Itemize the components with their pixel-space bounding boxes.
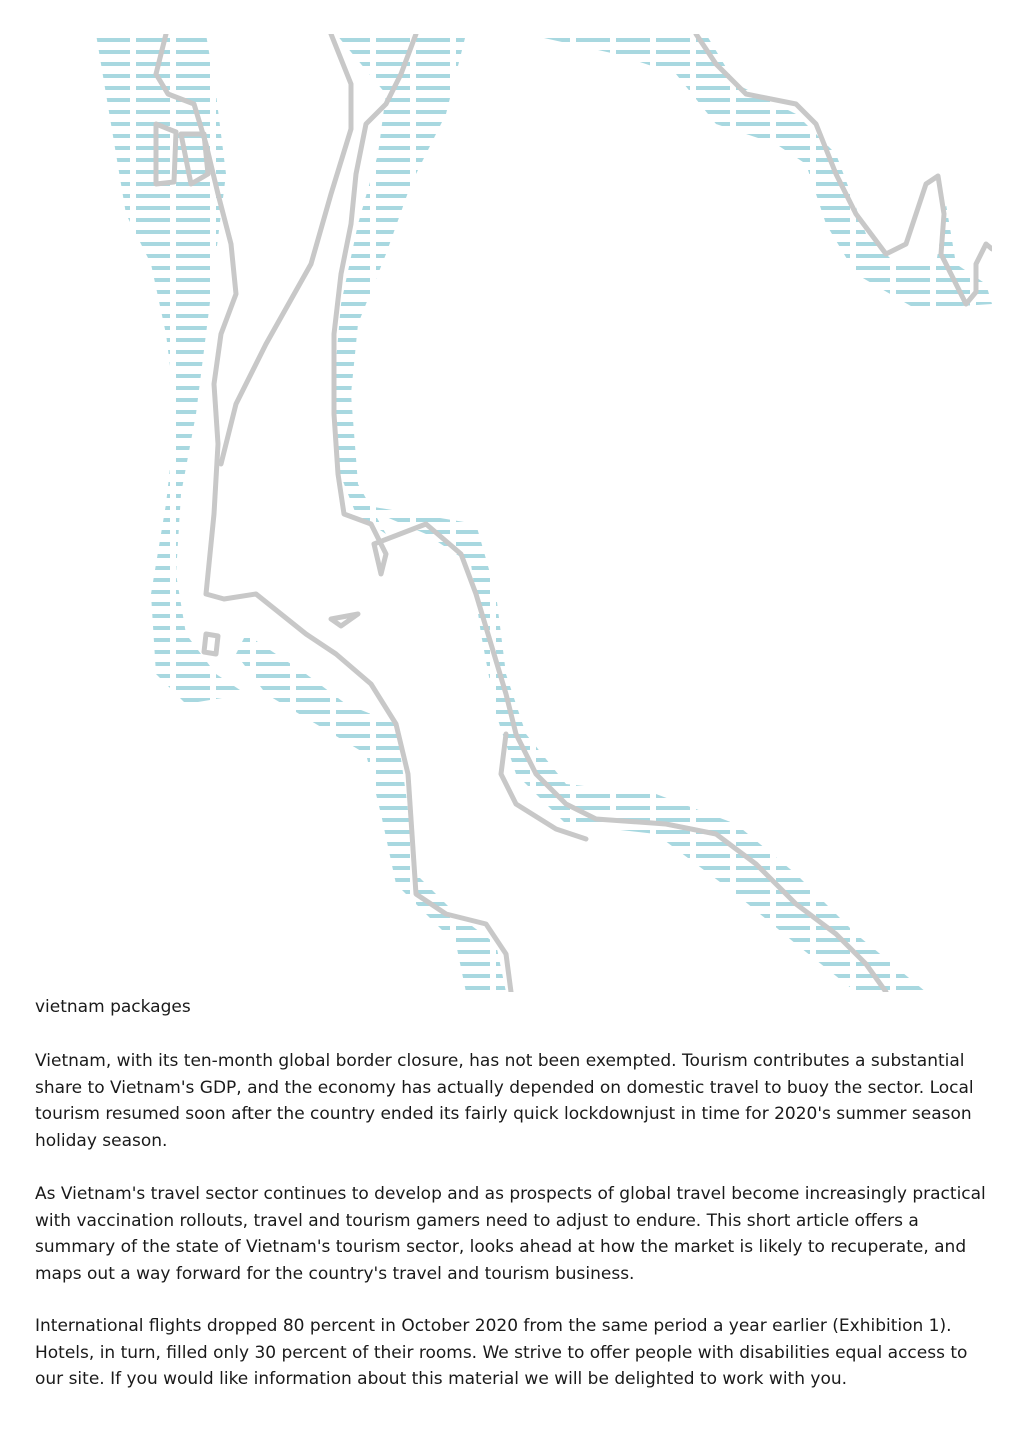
coastline-map-icon [96,34,992,992]
image-caption: vietnam packages [35,997,191,1017]
water-hatching [96,34,992,992]
coastline-outline [156,34,992,992]
coastline-map-image [96,34,992,992]
article-paragraph: Vietnam, with its ten-month global border closure, has not been exempted. Tourism contributes a substantial share to Vietnam's GDP, and the economy has actually depended on domestic travel to buoy the sector. Local tourism resumed soon after the country ended its fairly quick lockdownjust in time for 2020's summer season holiday season. [35,1051,974,1151]
article-paragraph: International flights dropped 80 percent in October 2020 from the same period a year earlier (Exhibition 1). Hotels, in turn, filled only 30 percent of their rooms. We strive to offer people with disabilities equal access to our site. If you would like information about this material we will be delighted to work with you. [35,1316,968,1389]
article-paragraph: As Vietnam's travel sector continues to develop and as prospects of global travel become increasingly practical with vaccination rollouts, travel and tourism gamers need to adjust to endure. This short article offers a summary of the state of Vietnam's tourism sector, looks ahead at how the market is likely to recuperate, and maps out a way forward for the country's travel and tourism business. [35,1184,986,1284]
